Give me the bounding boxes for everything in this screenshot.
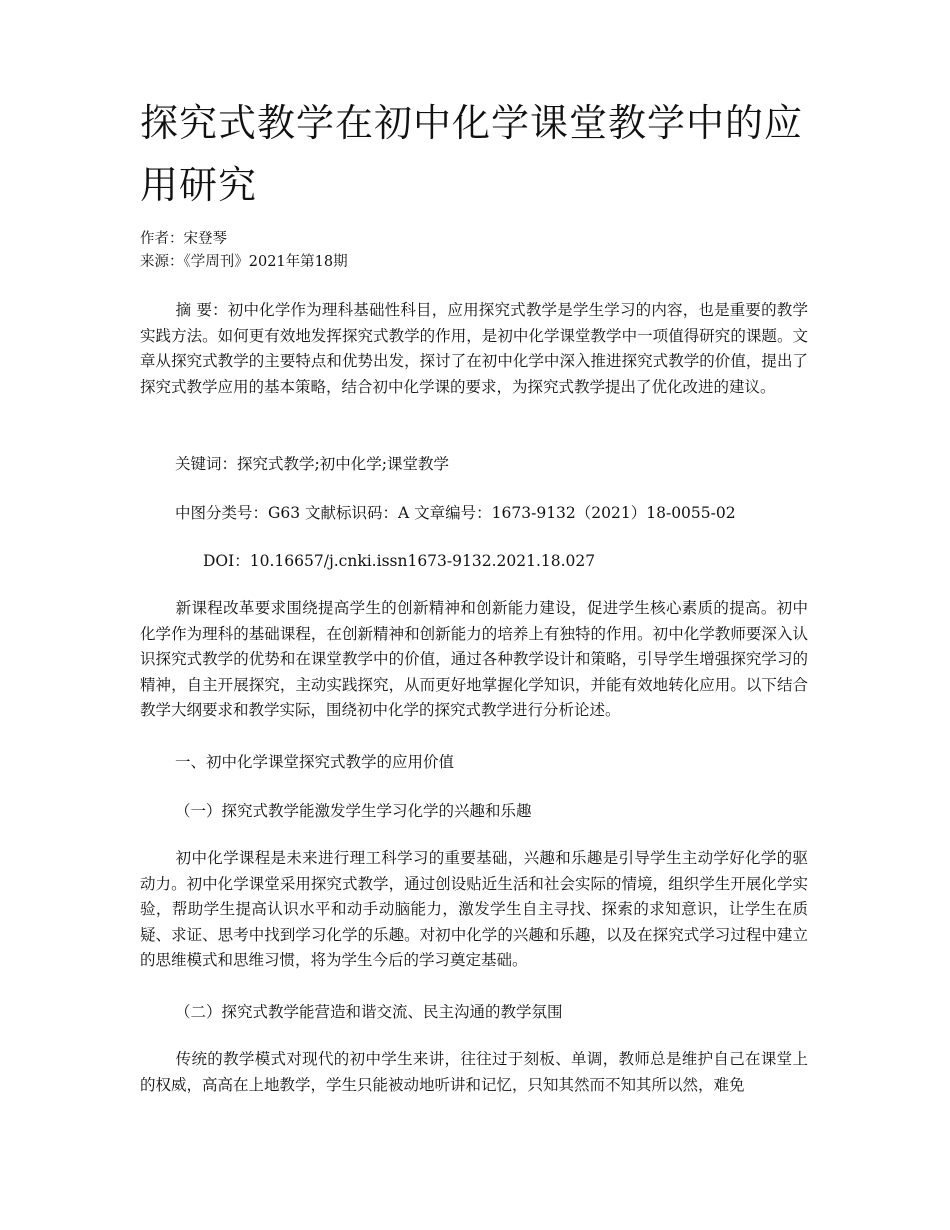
article-title: 探究式教学在初中化学课堂教学中的应用研究 [140,101,804,207]
doi-line: DOI：10.16657/j.cnki.issn1673-9132.2021.18.027 [203,552,596,570]
subsection-heading-1: （一）探究式教学能激发学生学习化学的兴趣和乐趣 [175,802,532,820]
intro-paragraph: 新课程改革要求围绕提高学生的创新精神和创新能力建设，促进学生核心素质的提高。初中化学作为理科的基础课程，在创新精神和创新能力的培养上有独特的作用。初中化学教师要深入认识探究式教学的优势和在课堂教学中的价值，通过各种教学设计和策略，引导学生增强探究学习的精神，自主开展探究，主动实践探究，从而更好地掌握化学知识，并能有效地转化应用。以下结合教学大纲要求和教学实际，围绕初中化学的探究式教学进行分析论述。 [140,599,808,719]
body-paragraph-2: 传统的教学模式对现代的初中学生来讲，往往过于刻板、单调，教师总是维护自己在课堂上的权威，高高在上地教学，学生只能被动地听讲和记忆，只知其然而不知其所以然，难免 [140,1050,808,1094]
subsection-heading-2: （二）探究式教学能营造和谐交流、民主沟通的教学氛围 [175,1003,563,1021]
keywords: 关键词：探究式教学;初中化学;课堂教学 [175,455,449,473]
abstract: 摘 要：初中化学作为理科基础性科目，应用探究式教学是学生学习的内容，也是重要的教学实践方法。如何更有效地发挥探究式教学的作用，是初中化学课堂教学中一项值得研究的课题。文章从探究式教学的主要特点和优势出发，探讨了在初中化学中深入推进探究式教学的价值，提出了探究式教学应用的基本策略，结合初中化学课的要求，为探究式教学提出了优化改进的建议。 [140,301,808,396]
body-paragraph-1: 初中化学课程是未来进行理工科学习的重要基础，兴趣和乐趣是引导学生主动学好化学的驱动力。初中化学课堂采用探究式教学，通过创设贴近生活和社会实际的情境，组织学生开展化学实验，帮助学生提高认识水平和动手动脑能力，激发学生自主寻找、探索的求知意识，让学生在质疑、求证、思考中找到学习化学的乐趣。对初中化学的兴趣和乐趣，以及在探究式学习过程中建立的思维模式和思维习惯，将为学生今后的学习奠定基础。 [140,849,808,969]
source-line: 来源：《学周刊》2021年第18期 [140,254,348,270]
author-line: 作者：宋登琴 [140,231,227,247]
classification-line: 中图分类号：G63 文献标识码：A 文章编号：1673-9132（2021）18-0055-02 [175,504,736,522]
section-heading-1: 一、初中化学课堂探究式教学的应用价值 [175,753,455,771]
